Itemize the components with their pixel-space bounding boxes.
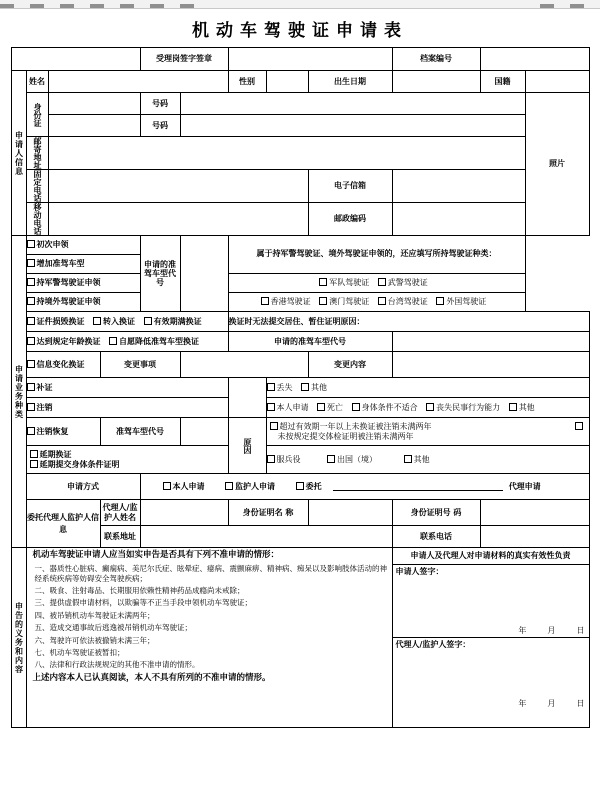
- idcard-number-grid-1[interactable]: [180, 93, 525, 115]
- delay-exchange-label: 延期换证: [39, 450, 72, 460]
- toolbar-icon-9[interactable]: [570, 4, 584, 8]
- checkbox-expired-exchange[interactable]: [144, 317, 202, 326]
- photo-label: 照片: [549, 159, 565, 169]
- toolbar-icon-1[interactable]: [0, 4, 14, 8]
- checkbox-icon[interactable]: [27, 337, 35, 345]
- year-label: 年: [518, 699, 527, 709]
- entrust-label: 委托: [305, 481, 322, 491]
- foreign-license-label: 外国驾驶证: [446, 297, 487, 307]
- idcard-row-1: [11, 93, 589, 115]
- idcard-number-label-2: 号码: [140, 115, 180, 137]
- transfer-in-label: 转入换证: [103, 316, 136, 326]
- declaration-item: 二、吸食、注射毒品、长期服用依赖性精神药品成瘾尚未戒除；: [34, 586, 245, 596]
- checkbox-cancel-other[interactable]: [509, 403, 535, 412]
- checkbox-replace-other[interactable]: [301, 383, 327, 392]
- photo-box[interactable]: [525, 93, 589, 236]
- checkbox-foreign-license[interactable]: [436, 297, 486, 306]
- mail-address-field[interactable]: [48, 137, 525, 170]
- license-kinds-row-2[interactable]: [228, 293, 525, 312]
- checkbox-loss-civil-capacity[interactable]: [426, 403, 500, 412]
- allowed-type-code-label: 申请的准驾车型代号: [140, 236, 180, 312]
- agent-signature-date[interactable]: [518, 699, 584, 708]
- declaration-side-label: 申告的义务和内容: [11, 548, 26, 728]
- checkbox-icon[interactable]: [575, 422, 583, 430]
- mobile-phone-label: 移动电话: [26, 203, 48, 236]
- change-item-field[interactable]: [180, 352, 308, 378]
- name-field[interactable]: [48, 71, 228, 93]
- checkbox-overseas-apply[interactable]: [26, 293, 140, 312]
- checkbox-icon[interactable]: [109, 337, 117, 345]
- checkbox-icon[interactable]: [378, 278, 386, 286]
- mobile-phone-field[interactable]: [48, 203, 308, 236]
- delay-other-label: 其他: [413, 454, 430, 464]
- unfit-physical-label: 身体条件不适合: [361, 402, 418, 412]
- mail-address-label: 邮寄地址: [26, 137, 48, 170]
- checkbox-icon[interactable]: [144, 317, 152, 325]
- checkbox-icon[interactable]: [27, 297, 35, 305]
- applicant-side-label: 申请人信息: [11, 71, 26, 236]
- checkbox-guardian-apply[interactable]: [225, 482, 275, 491]
- agent-address-label: 联系地址: [100, 526, 140, 548]
- checkbox-military-service[interactable]: [267, 455, 301, 464]
- agent-id-number-field[interactable]: [480, 500, 589, 526]
- checkbox-icon[interactable]: [27, 259, 35, 267]
- checkbox-first-apply[interactable]: [26, 236, 140, 255]
- restore-reason-label-2: 未按规定提交体检证明被注销未满两年: [277, 431, 414, 441]
- expired-exchange-label: 有效期满换证: [153, 316, 202, 326]
- checkbox-military-license[interactable]: [319, 278, 369, 287]
- allowed-type-code-label-2: 申请的准驾车型代号: [228, 332, 392, 352]
- header-row: [11, 48, 589, 71]
- declaration-item: 八、法律和行政法规规定的其他不准申请的情形。: [34, 660, 200, 670]
- checkbox-icon[interactable]: [27, 317, 35, 325]
- checkbox-icon[interactable]: [352, 403, 360, 411]
- postcode-label: 邮政编码: [308, 203, 392, 236]
- checkbox-hongkong-license[interactable]: [261, 297, 311, 306]
- license-kind-note: 属于持军警驾驶证、境外驾驶证申领的，还应填写所持驾驶证种类：: [228, 236, 525, 274]
- application-form-table: [11, 47, 590, 728]
- checkbox-icon[interactable]: [267, 383, 275, 391]
- entrust-name-input[interactable]: [333, 490, 503, 491]
- header-blank-left: [11, 48, 140, 71]
- idcard-number-label-1: 号码: [140, 93, 180, 115]
- checkbox-icon[interactable]: [27, 427, 35, 435]
- day-label: 日: [576, 699, 585, 709]
- apply-method-label: 申请方式: [26, 474, 140, 500]
- checkbox-military-apply[interactable]: [26, 274, 140, 293]
- checkbox-icon[interactable]: [27, 278, 35, 286]
- voluntary-downgrade-label: 自愿降低准驾车型换证: [119, 336, 200, 346]
- applicant-signature-label: 申请人签字：: [395, 567, 444, 577]
- checkbox-cancel[interactable]: [26, 398, 228, 418]
- birth-field[interactable]: [392, 71, 480, 93]
- checkbox-icon[interactable]: [378, 297, 386, 305]
- taiwan-license-label: 台湾驾驶证: [387, 297, 428, 307]
- checkbox-icon[interactable]: [267, 455, 275, 463]
- checkbox-icon[interactable]: [404, 455, 412, 463]
- lost-label: 丢失: [276, 382, 293, 392]
- agent-address-field[interactable]: [140, 526, 392, 548]
- declaration-body: [26, 548, 392, 728]
- name-row: [11, 71, 589, 93]
- declaration-item: 三、提供虚假申请材料，以欺骗等不正当手段申领机动车驾驶证；: [34, 598, 252, 608]
- postcode-field[interactable]: [392, 203, 525, 236]
- email-label: 电子信箱: [308, 170, 392, 203]
- checkbox-icon[interactable]: [301, 383, 309, 391]
- add-type-label: 增加准驾车型: [36, 259, 85, 269]
- file-number-field[interactable]: [480, 48, 589, 71]
- mobile-phone-row: [11, 203, 589, 236]
- checkbox-death[interactable]: [317, 403, 343, 412]
- declaration-item: 一、器质性心脏病、癫痫病、美尼尔氏症、眩晕症、癔病、震颤麻痹、精神病、痴呆以及影响肢体活动的神经系统疾病等妨碍安全驾驶疾病；: [34, 564, 387, 583]
- checkbox-self-apply[interactable]: [163, 482, 205, 491]
- applicant-signature-date[interactable]: [518, 626, 584, 635]
- checkbox-lost[interactable]: [267, 383, 293, 392]
- declaration-item: 六、驾驶许可依法被撤销未满三年；: [34, 635, 155, 645]
- change-content-label: 变更内容: [308, 352, 392, 378]
- residence-reason-label: 换证时无法提交居住、暂住证明原因：: [228, 312, 589, 332]
- restore-reason-line-1[interactable]: [270, 422, 586, 431]
- replace-reason-spacer: [228, 378, 266, 418]
- business-cancel-restore-row: [11, 418, 589, 446]
- age-exchange-label: 达到规定年龄换证: [36, 336, 101, 346]
- checkbox-transfer-in[interactable]: [93, 317, 135, 326]
- toolbar-icon-5[interactable]: [120, 4, 134, 8]
- agent-signature-box[interactable]: [393, 638, 589, 710]
- checkbox-voluntary-downgrade[interactable]: [109, 337, 199, 346]
- nationality-field[interactable]: [525, 71, 589, 93]
- agent-signature-label: 代理人/监护人签字：: [395, 640, 471, 650]
- checkbox-unfit-physical[interactable]: [352, 403, 418, 412]
- day-label: 日: [576, 626, 585, 636]
- idcard-row-2: [11, 115, 589, 137]
- month-label: 月: [547, 626, 556, 636]
- guardian-apply-label: 监护人申请: [235, 481, 276, 491]
- responsibility-statement: 申请人及代理人对申请材料的真实有效性负责: [393, 548, 589, 565]
- agent-info-row-1: [11, 500, 589, 526]
- first-apply-label: 初次申领: [36, 240, 69, 250]
- checkbox-macau-license[interactable]: [319, 297, 369, 306]
- checkbox-abroad[interactable]: [327, 455, 377, 464]
- checkbox-icon[interactable]: [296, 482, 304, 490]
- agent-phone-field[interactable]: [480, 526, 589, 548]
- business-info-change-row: [11, 352, 589, 378]
- declaration-title: 机动车驾驶证申请人应当如实申告是否具有下列不准申请的情形：: [32, 550, 280, 560]
- name-label: 姓名: [26, 71, 48, 93]
- checkbox-icon[interactable]: [30, 460, 38, 468]
- idcard-label: 身份证: [26, 93, 48, 137]
- allowed-type-code-field-2[interactable]: [392, 332, 589, 352]
- month-label: 月: [547, 699, 556, 709]
- restore-reason-label-1: 超过有效期一年以上未换证被注销未满两年: [279, 422, 432, 432]
- page-title: 机动车驾驶证申请表: [192, 21, 408, 41]
- declaration-final-statement: 上述内容本人已认真阅读，本人不具有所列的不准申请的情形。: [32, 673, 271, 684]
- self-application-label: 本人申请: [276, 402, 309, 412]
- loss-civil-capacity-label: 丧失民事行为能力: [436, 402, 501, 412]
- apply-method-group[interactable]: [140, 474, 589, 500]
- idcard-type-field-1[interactable]: [48, 93, 140, 115]
- checkbox-entrust[interactable]: [296, 482, 322, 491]
- checkbox-cancel-restore[interactable]: [26, 418, 100, 446]
- checkbox-icon[interactable]: [163, 482, 171, 490]
- abroad-label: 出国（境）: [337, 454, 378, 464]
- military-license-label: 军队驾驶证: [329, 278, 370, 288]
- cancel-reason-group[interactable]: [266, 398, 589, 418]
- business-side-label: 申请业务种类: [11, 236, 26, 548]
- year-label: 年: [518, 626, 527, 636]
- toolbar-icon-4[interactable]: [90, 4, 104, 8]
- checkbox-icon[interactable]: [426, 403, 434, 411]
- checkbox-icon[interactable]: [261, 297, 269, 305]
- business-delay-row: [11, 446, 589, 474]
- hongkong-license-label: 香港驾驶证: [270, 297, 311, 307]
- business-replace-row: [11, 378, 589, 398]
- checkbox-icon[interactable]: [319, 297, 327, 305]
- form-page: [0, 9, 600, 791]
- checkbox-replace[interactable]: [26, 378, 228, 398]
- cancel-other-label: 其他: [518, 402, 535, 412]
- agent-phone-label: 联系电话: [392, 526, 480, 548]
- toolbar-icon-2[interactable]: [30, 4, 44, 8]
- allowed-type-code-field-3[interactable]: [180, 418, 228, 446]
- info-change-label: 信息变化换证: [36, 359, 85, 369]
- cancel-label: 注销: [36, 402, 53, 412]
- checkbox-icon[interactable]: [327, 455, 335, 463]
- checkbox-icon[interactable]: [93, 317, 101, 325]
- gender-field[interactable]: [266, 71, 308, 93]
- exchange-checkbox-group-2[interactable]: [26, 332, 228, 352]
- checkbox-icon[interactable]: [436, 297, 444, 305]
- business-exchange-row-1: [11, 312, 589, 332]
- nationality-label: 国籍: [480, 71, 525, 93]
- checkbox-armed-police-license[interactable]: [378, 278, 428, 287]
- military-service-label: 服兵役: [276, 454, 301, 464]
- checkbox-icon[interactable]: [27, 403, 35, 411]
- checkbox-info-change[interactable]: [26, 352, 100, 378]
- checkbox-self-application[interactable]: [267, 403, 309, 412]
- accept-signature-label: 受理岗签字签章: [140, 48, 228, 71]
- agent-name-field[interactable]: [140, 500, 228, 526]
- business-overseas-row: [11, 293, 589, 312]
- signature-column: [392, 548, 589, 728]
- checkbox-icon[interactable]: [317, 403, 325, 411]
- fixed-phone-label: 固定电话: [26, 170, 48, 203]
- allowed-type-code-label-3: 准驾车型代号: [100, 418, 180, 446]
- checkbox-icon[interactable]: [27, 360, 35, 368]
- declaration-row: [11, 548, 589, 728]
- toolbar-icon-6[interactable]: [150, 4, 164, 8]
- license-kinds-row-1[interactable]: [228, 274, 525, 293]
- restore-reason-line-2[interactable]: [270, 432, 586, 441]
- agent-id-name-field[interactable]: [308, 500, 392, 526]
- business-exchange-row-2: [11, 332, 589, 352]
- email-field[interactable]: [392, 170, 525, 203]
- military-apply-label: 持军警驾驶证申领: [36, 278, 101, 288]
- checkbox-icon[interactable]: [319, 278, 327, 286]
- checkbox-taiwan-license[interactable]: [378, 297, 428, 306]
- replace-label: 补证: [36, 382, 53, 392]
- agent-name-label: 代理人/监护人姓名: [100, 500, 140, 526]
- damaged-exchange-label: 证件损毁换证: [36, 316, 85, 326]
- cancel-restore-label: 注销恢复: [36, 426, 69, 436]
- declaration-item: 七、机动车驾驶证被暂扣；: [34, 647, 125, 657]
- checkbox-delay-other[interactable]: [404, 455, 430, 464]
- fixed-phone-field[interactable]: [48, 170, 308, 203]
- macau-license-label: 澳门驾驶证: [329, 297, 370, 307]
- replace-reason-group[interactable]: [266, 378, 589, 398]
- toolbar-icon-3[interactable]: [60, 4, 74, 8]
- business-first-apply-row: [11, 236, 589, 255]
- idcard-number-grid-2[interactable]: [180, 115, 525, 137]
- checkbox-delay-exchange[interactable]: [30, 450, 225, 459]
- delay-reason-group[interactable]: [266, 446, 589, 474]
- agent-side-label: 委托代理人监护人信息: [26, 500, 100, 548]
- business-cancel-row: [11, 398, 589, 418]
- toolbar-icon-8[interactable]: [540, 4, 554, 8]
- checkbox-icon[interactable]: [225, 482, 233, 490]
- delay-checkbox-group[interactable]: [26, 446, 228, 474]
- mail-address-row: [11, 137, 589, 170]
- allowed-type-code-field[interactable]: [180, 236, 228, 312]
- agent-id-number-label: 身份证明号 码: [392, 500, 480, 526]
- declaration-item: 四、被吊销机动车驾驶证未满两年；: [34, 610, 155, 620]
- overseas-apply-label: 持境外驾驶证申领: [36, 297, 101, 307]
- toolbar-icon-7[interactable]: [180, 4, 194, 8]
- apply-method-row: [11, 474, 589, 500]
- declaration-item: 五、造成交通事故后逃逸被吊销机动车驾驶证；: [34, 623, 192, 633]
- gender-label: 性别: [228, 71, 266, 93]
- checkbox-age-exchange[interactable]: [27, 337, 101, 346]
- business-military-row: [11, 274, 589, 293]
- self-apply-label: 本人申请: [172, 481, 205, 491]
- checkbox-icon[interactable]: [267, 403, 275, 411]
- applicant-signature-box[interactable]: [393, 565, 589, 638]
- accept-signature-field[interactable]: [228, 48, 392, 71]
- exchange-checkbox-group-1[interactable]: [26, 312, 228, 332]
- checkbox-add-type[interactable]: [26, 255, 140, 274]
- change-content-field[interactable]: [392, 352, 589, 378]
- checkbox-delay-physical[interactable]: [30, 460, 225, 469]
- checkbox-icon[interactable]: [27, 383, 35, 391]
- agent-id-name-label: 身份证明名 称: [228, 500, 308, 526]
- checkbox-icon[interactable]: [509, 403, 517, 411]
- idcard-type-field-2[interactable]: [48, 115, 140, 137]
- checkbox-icon[interactable]: [30, 450, 38, 458]
- armed-police-license-label: 武警驾驶证: [387, 278, 428, 288]
- agent-apply-label: 代理申请: [508, 481, 541, 491]
- delay-physical-label: 延期提交身体条件证明: [39, 459, 120, 469]
- reason-side-label: 原因: [228, 418, 266, 474]
- checkbox-icon[interactable]: [270, 422, 278, 430]
- death-label: 死亡: [327, 402, 344, 412]
- restore-reason-group[interactable]: [266, 418, 589, 446]
- replace-other-label: 其他: [311, 382, 328, 392]
- checkbox-icon[interactable]: [27, 240, 35, 248]
- file-number-label: 档案编号: [392, 48, 480, 71]
- checkbox-damaged-exchange[interactable]: [27, 317, 85, 326]
- app-toolbar-sliver: [0, 0, 600, 9]
- birth-label: 出生日期: [308, 71, 392, 93]
- change-item-label: 变更事项: [100, 352, 180, 378]
- fixed-phone-row: [11, 170, 589, 203]
